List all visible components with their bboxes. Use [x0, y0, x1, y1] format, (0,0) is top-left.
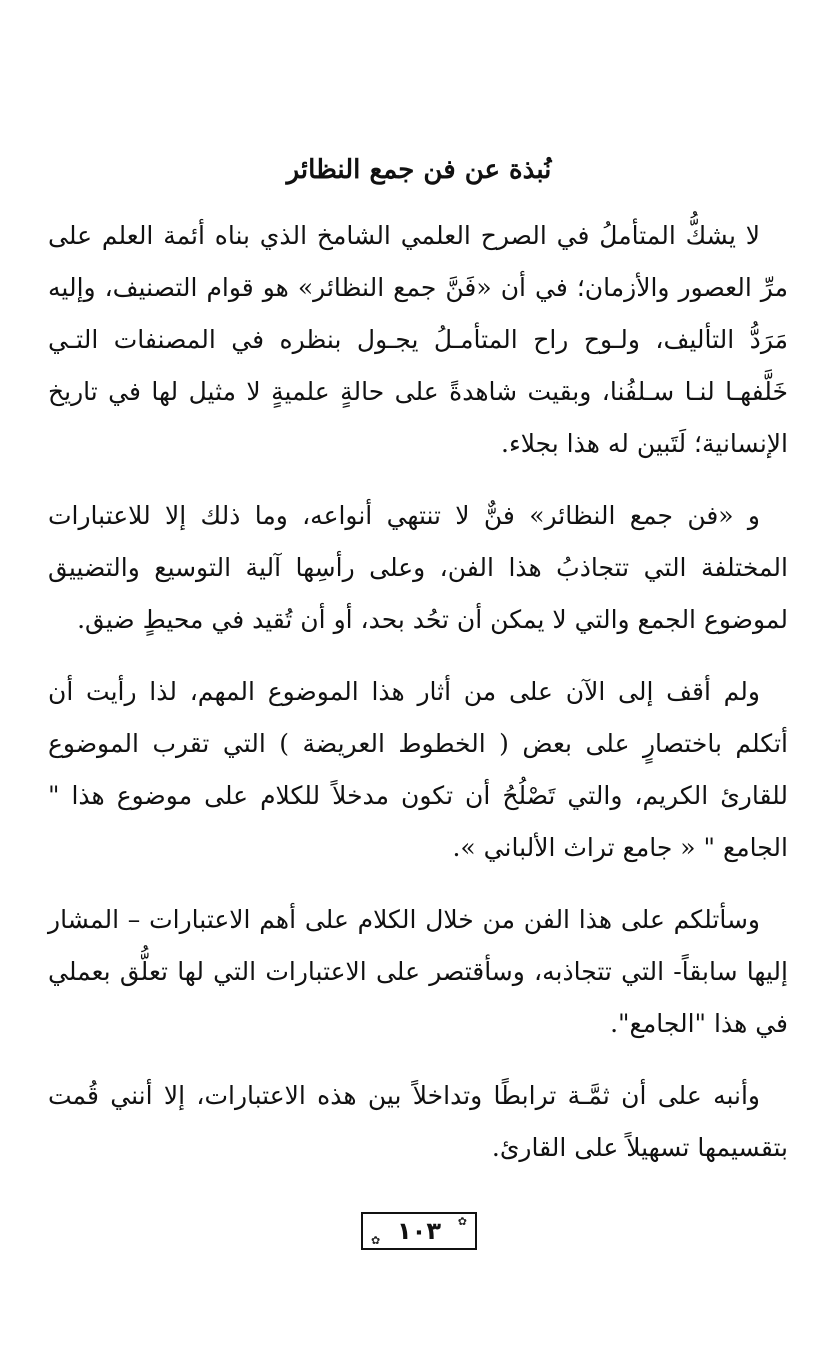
- page-number-frame: [365, 1212, 473, 1250]
- page-number: ١٠٣: [397, 1217, 441, 1245]
- page-title: نُبذة عن فن جمع النظائر: [286, 155, 552, 185]
- paragraph-5: وأنبه على أن ثمَّـة ترابطًا وتداخلاً بين هذه الاعتبارات، إلا أنني قُمت بتقسيمها تسهيلاً على القارئ.: [48, 1081, 788, 1162]
- paragraph-3: ولم أقف إلى الآن على من أثار هذا الموضوع المهم، لذا رأيت أن أتكلم باختصارٍ على بعض ( الخطوط العريضة ) التي تقرب الموضوع للقارئ الكريم، والتي تَصْلُحُ أن تكون مدخلاً للكلام على موضوع هذا " الجامع " « جامع تراث الألباني ».: [48, 677, 788, 862]
- body-text: [48, 210, 788, 1194]
- paragraph-1: لا يشكُّ المتأملُ في الصرح العلمي الشامخ الذي بناه أئمة العلم على مرِّ العصور والأزمان؛ في أن «فَنَّ جمع النظائر» هو قوام التصنيف، وإليه مَرَدُّ التأليف، ولـوح راح المتأمـلُ يجـول بنظره في المصنفات التـي خَلَّفهـا لنـا سـلفُنا، وبقيت شاهدةً على حالةٍ علميةٍ لا مثيل لها في تاريخ الإنسانية؛ لَتَبين له هذا بجلاء.: [48, 221, 788, 458]
- paragraph-2: و «فن جمع النظائر» فنٌّ لا تنتهي أنواعه، وما ذلك إلا للاعتبارات المختلفة التي تتجاذبُ هذا الفن، وعلى رأسِها آلية التوسيع والتضييق لموضوع الجمع والتي لا يمكن أن تحُد بحد، أو أن تُقيد في محيطٍ ضيق.: [48, 501, 788, 634]
- paragraph-4: وسأتلكم على هذا الفن من خلال الكلام على أهم الاعتبارات – المشار إليها سابقاً- التي تتجاذبه، وسأقتصر على الاعتبارات التي لها تعلُّق بعملي في هذا "الجامع".: [48, 905, 788, 1038]
- page-footer: [0, 1212, 838, 1250]
- frame-ornament-icon: ✿: [457, 1215, 467, 1228]
- frame-ornament-icon: ✿: [371, 1234, 381, 1247]
